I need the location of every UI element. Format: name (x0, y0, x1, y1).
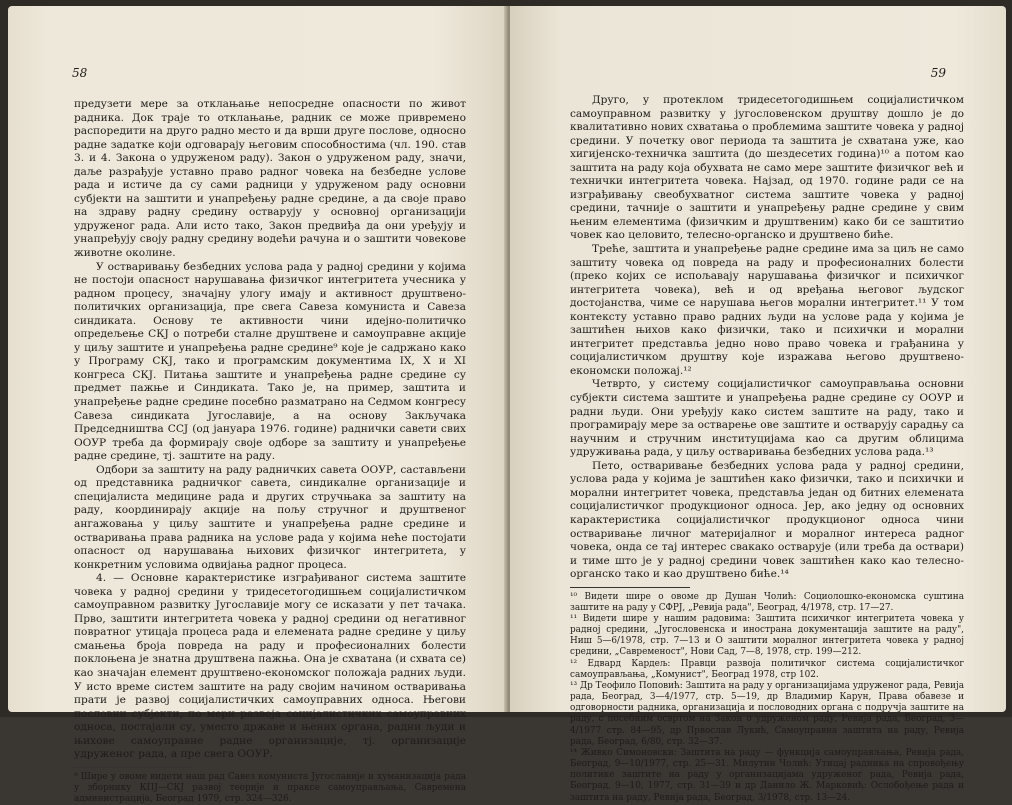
paragraph: У остваривању безбедних услова рада у радној средини у којима не постоји опасност нарушавања физичког интегритета учесника у радном процесу, значајну улогу имају и активност друштвено-политичких организација, пре свега Савеза комуниста и Савеза синдиката. Основу те активности чини идејно-политичко опредељење СКЈ о потреби сталне друштвене и самоуправне акције у циљу заштите и унапређења радне средине⁹ које је садржано како у Програму СКЈ, тако и програмским документима IX, X и XI конгреса СКЈ. Питања заштите и унапређења радне средине су предмет пажње и Синдиката. Тако је, на пример, заштита и унапређење радне средине посебно разматрано на Седмом конгресу Савеза синдиката Југославије, а на основу Закључака Председништва ССЈ (од јануара 1976. године) раднички савети свих ООУР треба да формирају своје одборе за заштиту и унапређење радне средине, тј. заштите на раду. (74, 260, 466, 463)
footnote: ¹¹ Видети шире у нашим радовима: Заштита психичког интегритета човека у радној средини, „Југословенска и инострана документација заштите на раду", Ниш 5—6/1978, стр. 7—13 и О заштити моралног интегритета човека у радној средини, „Савременост", Нови Сад, 7—8, 1978, стр. 199—212. (570, 614, 964, 658)
right-page (510, 6, 1006, 803)
paragraph: Друго, у протеклом тридесетогодишњем социјалистичком самоуправном развитку у југословенском друштву дошло је до квалитативно нових схватања о проблемима заштите човека у радној средини. У почетку овог периода та заштита је схватана уже, као хигијенско-техничка заштита (до шездесетих година)¹⁰ а потом као заштита на раду која обухвата не само мере заштите физичког већ и технички интегритета човека. Најзад, од 1970. године ради се на изграђивању свеобухватног система заштите човека у радној средини, тачније о заштити и унапређењу радне средине у свим њеним елементима (физичким и друштвеним) како би се заштитио човек као целовито, телесно-органско и друштвено биће. (570, 94, 964, 242)
footnote-rule (74, 767, 194, 768)
page-number: 59 (930, 66, 946, 80)
footnote: ¹⁴ Живко Симоновски: Заштита на раду — функција самоуправљања, Ревија рада, Београд, 9—10/1977, стр. 25—31. Милутин Чолић: Утицај радника на спровођењу политике заштите на раду у организацијама удруженог рада, Ревија рада, Београд, 9—10, 1977, стр. 31—39 и др Данило Ж. Марковић: Ослобођење рада и заштита на раду, Ревија рада, Београд, 3/1978, стр. 13—24. (570, 747, 964, 803)
footnote: ¹⁰ Видети шире о овоме др Душан Чолић: Социолошко-економска суштина заштите на раду у СФРЈ, „Ревија рада", Београд, 4/1978, стр. 17—27. (570, 591, 964, 613)
page-number: 58 (72, 66, 88, 80)
paragraph: предузети мере за отклањање непосредне опасности по живот радника. Док траје то отклањање, радник се може привремено распоредити на друго радно место и да врши друге послове, односно радне задатке који одговарају његовим способностима (чл. 190. став 3. и 4. Закона о удруженом раду). Закон о удруженом раду, значи, даље разрађује уставно право радног човека на безбедне услове рада и истиче да су сами радници у удруженом раду основни субјекти на заштити и унапређењу радне средине, а да своје право на здраву радну средину остварују у основној организацији удруженог рада. Али исто тако, Закон предвиђа да они уређују и унапређују своју радну средину водећи рачуна и о заштити човекове животне околине. (74, 98, 466, 260)
paragraph: 4. — Основне карактеристике изграђиваног система заштите човека у радној средини у тридесетогодишњем социјалистичком самоуправном развитку Југославије могу се исказати у пет тачака. Прво, заштити интегритета човека у радној средини од негативног повратног утицаја процеса рада и елемената радне средине у циљу смањења броја повреда на раду и професионалних болести поклоњена је знатна друштвена пажња. Она је схватана (и схвата се) као значајан елемент друштвено-економског положаја радних људи. У исто време систем заштите на раду својим начином остваривања прати је развој социјалистичких самоуправних односа. Његови пословни субјекти, по мери развоја социјалистичких самоуправних односа, постајали су, уместо државе и њених органа, радни људи и њихове самоуправне радне организације, тј. организације удруженог рада, а пре свега ООУР. (74, 572, 466, 761)
footnote: ¹² Едвард Кардељ: Правци развоја политичког система социјалистичког самоуправљања, „Комунист", Београд 1978, стр 102. (570, 658, 964, 680)
paragraph: Четврто, у систему социјалистичког самоуправљања основни субјекти система заштите и унапређења радне средине су ООУР и радни људи. Они уређују како систем заштите на раду, тако и програмирају мере за остварење ове заштите и остварују сарадњу са научним и стручним институцијама као са другим облицима удруживања рада, у циљу остваривања безбедних услова рада.¹³ (570, 378, 964, 459)
paragraph: Треће, заштита и унапређење радне средине има за циљ не само заштиту човека од повреда на раду и професионалних болести (преко којих се испољавају нарушавања физичког и психичког интегритета човека), већ и од вређања његовог људског достојанства, чиме се нарушава његов морални интегритет.¹¹ У том контексту уставно право радних људи на услове рада у којима је заштићен њихов како физички, тако и психички и морални интегритет представља једно ново право човека и грађанина у социјалистичком друштву које изражава његово друштвено-економски положај.¹² (570, 243, 964, 377)
paragraph: Пето, остваривање безбедних услова рада у радној средини, услова рада у којима је заштићен како физички, тако и психички и морални интегритет човека, представља један од битних елемената социјалистичког продукционог односа. Јер, ако једну од основних карактеристика социјалистичког продукционог односа чини остваривање личног материјалног и моралног интереса радног човека, онда се тај интерес свакако остварује (или треба да оствари) и тиме што је у радној средини човек заштићен како као телесно-органско тако и као друштвено биће.¹⁴ (570, 459, 964, 581)
right-page-body (570, 94, 964, 804)
paragraph: Одбори за заштиту на раду радничких савета ООУР, састављени од представника радничког савета, синдикалне организације и специјалиста медицине рада и других стручњака за заштиту на раду, координирају акције на пољу стручног и друштвеног ангажовања у циљу заштите и унапређења радне средине и остваривања права радника на услове рада у којима неће постојати опасност од нарушавања њихових физичког интегритета, у конкретним условима одвијања радног процеса. (74, 463, 466, 571)
footnote: ¹³ Др Теофило Поповић: Заштита на раду у организацијама удруженог рада, Ревија рада, Београд, 3—4/1977, стр. 5—19, др Владимир Карун, Права обавезе и одговорности радника, организација и пословодних органа с подручја заштите на раду, с посебним освртом на Закон о удруженом раду, Ревија рада, Београд, 3—4/1977 стр. 84—95, др Првослав Лукић, Самоуправна заштита на раду, Ревија рада, Београд, 6/80, стр. 32—37. (570, 680, 964, 747)
footnote: ⁹ Шире у овоме видети наш рад Савез комуниста Југославије и хуманизација рада у зборнику КПЈ—СКЈ развој теорије и праксе самоуправљања, Савремена администрација, Београд 1979, стр. 324—326. (74, 771, 466, 805)
left-page (8, 6, 508, 805)
footnote-rule (570, 587, 690, 588)
left-page-body (74, 98, 466, 805)
